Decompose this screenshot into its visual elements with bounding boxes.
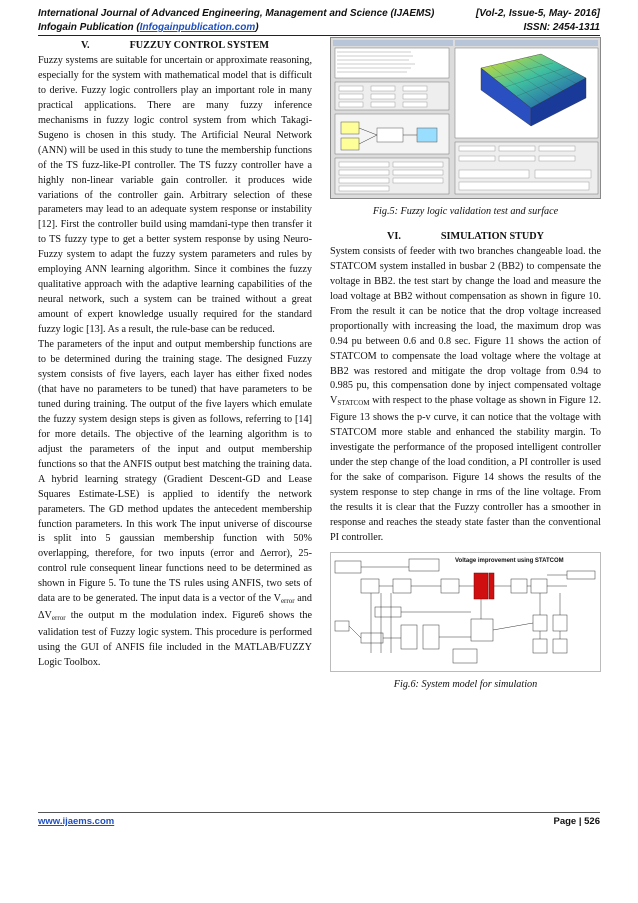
- paragraph: [38, 338, 312, 671]
- simulink-model-illustration: [331, 553, 600, 671]
- text-run: and ΔV: [38, 593, 312, 622]
- fig5-caption: Fig.5: Fuzzy logic validation test and surface: [372, 206, 559, 217]
- footer-rule: [38, 812, 600, 813]
- anfis-gui-illustration: [331, 38, 600, 198]
- subscript: STATCOM: [337, 399, 370, 408]
- section-5-heading: [38, 39, 312, 54]
- paragraph: [330, 245, 601, 546]
- fig6-caption: Fig.6: System model for simulation: [393, 678, 538, 690]
- section-title: SIMULATION STUDY: [440, 230, 544, 242]
- page-number: Page | 526: [553, 816, 600, 827]
- section-title: FUZZUY CONTROL SYSTEM: [129, 40, 270, 51]
- text-run: the output m the modulation index. Figure6 shows the validation test of Fuzzy logic system. This procedure is performed using the GUI of ANFIS file included in the MATLAB/FUZZY Logic Toolbox.: [38, 610, 312, 669]
- left-column: [38, 37, 312, 671]
- publisher-suffix: ): [255, 22, 259, 33]
- fig6-title: Voltage improvement using STATCOM: [455, 557, 564, 564]
- fig5-image: [330, 37, 601, 199]
- section-number: VI.: [387, 230, 401, 242]
- subscript: error: [51, 614, 66, 623]
- issn: ISSN: 2454-1311: [523, 22, 600, 33]
- section-6-heading: [330, 230, 601, 245]
- publisher-link[interactable]: Infogainpublication.com: [139, 22, 256, 33]
- fig6-image: [330, 552, 601, 672]
- publisher-prefix: Infogain Publication (: [38, 22, 140, 33]
- header-rule: [38, 35, 600, 36]
- journal-title: International Journal of Advanced Engineering, Management and Science (IJAEMS): [38, 8, 435, 19]
- text-run: The parameters of the input and output membership functions are to be determined during the training stage. The designed Fuzzy system consists of five layers, each layer has either fixed nodes (that have no parameters to be tuned) that have parameters to be tuned during training. The output of the five layers which emulate the fuzzy system design steps is given as follows, referring to [14] for more details. The objective of the learning algorithm is to adjust the parameters of the input and output membership functions so that the ANFIS output best matching the training data. A hybrid learning strategy (Gradient Descent-GD and Lease Squares Estimate-LSE) is applied to identify the network parameters. The GD method updates the antecedent membership function parameters. In this work The input universe of discourse is split into 5 gaussian membership function with 50% overlapping, therefore, for two inputs (error and Δerror), 25-control rule consequent linear functions need to be determined as shown in Figure 5. To tune the TS rules using ANFIS, two sets of data are to be generated. The input data is a vector of the V: [38, 339, 312, 605]
- journal-url-link[interactable]: www.ijaems.com: [38, 816, 115, 827]
- journal-header: [38, 8, 600, 19]
- paragraph: Fuzzy systems are suitable for uncertain or approximate reasoning, especially for the system with mathematical model that is difficult to derive. Fuzzy logic controllers play an important role in many practical applications. There are many fuzzy inference mechanisms in fuzzy logic control system from which Takagi-Sugeno is chosen in this study. The Artificial Neural Network (ANN) will be used in this study to tune the membership functions of the TS fuzz-like-PI controller. The TS fuzzy controller have a highly non-linear variable gain controller. it produces wide variations of the controller gain. Arbitrary selection of these parameters may lead to an adequate system response or instability [12]. First the controller build using mamdani-type then transfer it to TS fuzzy type to get a better system response by using Neuro-Fuzzy system to adapt the fuzzy system parameters and rules by employing ANN learning algorithm. Since it combines the fuzzy qualitative approach with the adaptive learning capabilities of the neural network, such a system can be trained without a great amount of expert knowledge usually required for the standard fuzzy logic [13]. As a result, the rule-base can be reduced.: [38, 54, 312, 336]
- right-column: [330, 37, 601, 697]
- publisher-header: [38, 22, 600, 33]
- publisher: [38, 22, 259, 33]
- volume-info: [Vol-2, Issue-5, May- 2016]: [475, 8, 600, 19]
- page-footer: [38, 816, 600, 827]
- section-number: V.: [80, 40, 90, 51]
- subscript: error: [280, 597, 295, 606]
- text-run: System consists of feeder with two branches changeable load. the STATCOM system installed in busbar 2 (BB2) to compensate the voltage in BB2. the test start by change the load and measure the load voltage at BB2 without compensation as shown in figure 10. From the result it can be notice that the drop voltage increased proportionally with increasing the load, the maximum drop was 0.94 pu between 0.6 and 0.8 sec. Figure 11 shows the action of STATCOM to compensate the load voltage where the voltage at BB2 was restored and mitigate the drop voltage from 0.94 to 0.985 pu, this compensation done by inject compensated voltage V: [330, 245, 601, 407]
- text-run: with respect to the phase voltage as shown in Figure 12. Figure 13 shows the p-v curve, it can notice that the voltage with STATCOM more stable and enhanced the stability margin. To investigate the performance of the proposed intelligent controller under the step change of the load condition, a PI controller is used for the sake of comparison. Figure 14 shows the results of the system response to step change in rms of the line voltage. From the results it is clear that the Fuzzy controller has a smoother in response and reaches the steady state faster than the conventional PI controller.: [330, 395, 601, 544]
